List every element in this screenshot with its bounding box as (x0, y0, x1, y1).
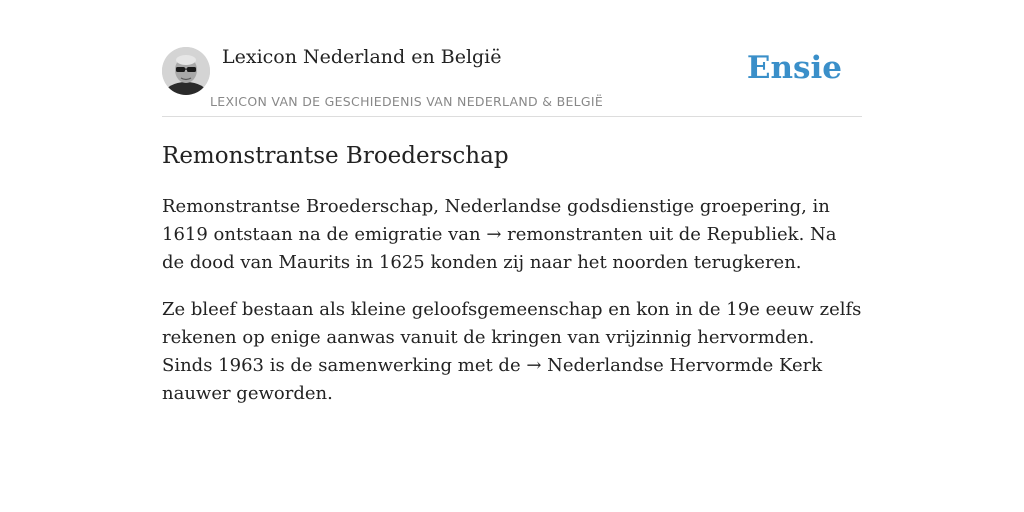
avatar[interactable] (162, 47, 210, 95)
article-paragraph (162, 193, 862, 277)
article-paragraph (162, 296, 862, 408)
lexicon-header (162, 0, 862, 117)
lexicon-subtitle: LEXICON VAN DE GESCHIEDENIS VAN NEDERLAND & BELGIË (210, 94, 604, 109)
link-nederlandse-hervormde-kerk[interactable]: → Nederlandse Hervormde Kerk (526, 355, 823, 376)
paragraph-text: Remonstrantse Broederschap, Nederlandse godsdienstige groepering, in 1619 ontstaan na de emigratie van (162, 196, 830, 245)
author-portrait-icon (162, 47, 210, 95)
paragraph-text: Ze bleef bestaan als kleine geloofsgemeenschap en kon in de 19e eeuw zelfs rekenen op enige aanwas vanuit de kringen van vrijzinnig hervormden. Sinds 1963 is de samenwerking met de (162, 299, 862, 376)
page-container (162, 0, 862, 408)
link-remonstranten[interactable]: → remonstranten (486, 224, 643, 245)
article-title: Remonstrantse Broederschap (162, 143, 509, 169)
lexicon-name-link[interactable]: Lexicon Nederland en België (222, 46, 502, 68)
paragraph-text: uit de Republiek. Na de dood van Maurits in 1625 konden zij naar het noorden terugkeren. (162, 224, 837, 273)
ensie-logo-link[interactable]: Ensie (746, 50, 842, 86)
paragraph-text: nauwer geworden. (162, 383, 333, 404)
